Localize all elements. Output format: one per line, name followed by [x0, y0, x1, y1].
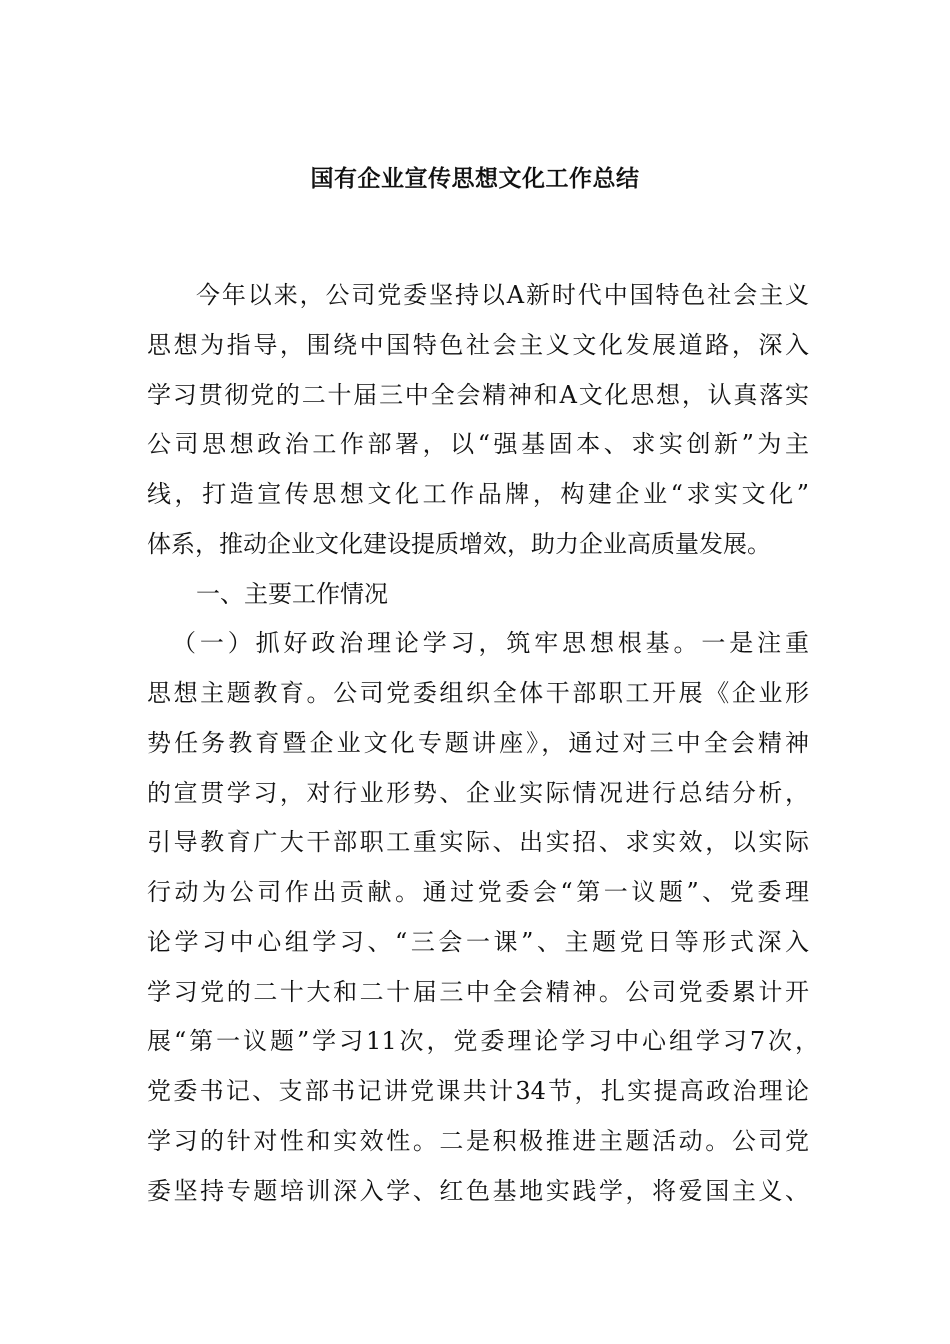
paragraph-line: 思想主题教育。公司党委组织全体干部职工开展《企业形 [147, 679, 809, 707]
paragraph-line: 的宣贯学习，对行业形势、企业实际情况进行总结分析， [147, 779, 809, 807]
paragraph-line: 党委书记、支部书记讲党课共计34节，扎实提高政治理论 [147, 1077, 809, 1105]
paragraph-line: 行动为公司作出贡献。通过党委会“第一议题”、党委理 [147, 878, 809, 906]
paragraph-line: 体系，推动企业文化建设提质增效，助力企业高质量发展。 [147, 530, 771, 558]
section-heading: 一、主要工作情况 [196, 580, 388, 608]
paragraph-line: 今年以来，公司党委坚持以A新时代中国特色社会主义 [196, 281, 809, 309]
paragraph-line: 论学习中心组学习、“三会一课”、主题党日等形式深入 [147, 928, 809, 956]
paragraph-line: 学习贯彻党的二十届三中全会精神和A文化思想，认真落实 [147, 381, 809, 409]
paragraph-line: 展“第一议题”学习11次，党委理论学习中心组学习7次， [147, 1027, 819, 1055]
paragraph-line: 线，打造宣传思想文化工作品牌，构建企业“求实文化” [147, 480, 809, 508]
paragraph-line: 公司思想政治工作部署，以“强基固本、求实创新”为主 [147, 430, 809, 458]
paragraph-line: 引导教育广大干部职工重实际、出实招、求实效，以实际 [147, 828, 809, 856]
paragraph-line: 委坚持专题培训深入学、红色基地实践学，将爱国主义、 [147, 1177, 809, 1205]
document-title: 国有企业宣传思想文化工作总结 [310, 166, 640, 192]
paragraph-line: 学习的针对性和实效性。二是积极推进主题活动。公司党 [147, 1127, 809, 1155]
paragraph-line: 势任务教育暨企业文化专题讲座》，通过对三中全会精神 [147, 729, 809, 757]
paragraph-line: 学习党的二十大和二十届三中全会精神。公司党委累计开 [147, 978, 809, 1006]
paragraph-line: （一）抓好政治理论学习，筑牢思想根基。一是注重 [172, 629, 809, 657]
paragraph-line: 思想为指导，围绕中国特色社会主义文化发展道路，深入 [147, 331, 809, 359]
